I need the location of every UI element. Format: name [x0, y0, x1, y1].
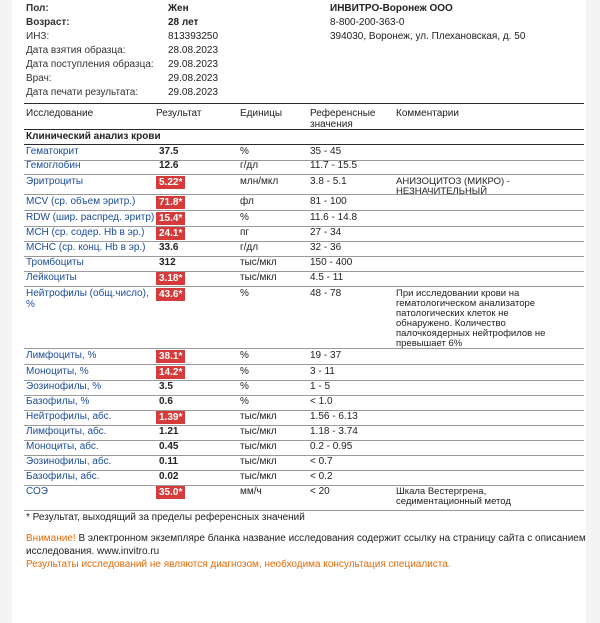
result-flagged: 14.2*	[156, 366, 185, 379]
unit: тыс/мкл	[240, 257, 277, 268]
reference-range: 32 - 36	[310, 242, 342, 253]
test-name: RDW (шир. распред. эритр)	[26, 212, 155, 223]
test-name: Эозинофилы, абс.	[26, 456, 112, 467]
comment-line: патологических клеток не	[396, 308, 509, 319]
col-header-unit: Единицы	[240, 108, 283, 119]
received-value: 29.08.2023	[168, 59, 219, 70]
attention-text: В электронном экземпляре бланка название исследования содержит ссылку на страницу сайта с описанием	[75, 533, 586, 544]
lab-name: ИНВИТРО-Воронеж ООО	[330, 3, 453, 14]
print-date-label: Дата печати результата:	[26, 87, 139, 98]
row-divider	[24, 271, 584, 272]
disclaimer: Результаты исследований не являются диагнозом, необходима консультация специалиста.	[26, 559, 451, 570]
test-name: Эозинофилы, %	[26, 381, 102, 392]
result-value: 312	[159, 257, 176, 268]
footnote: * Результат, выходящий за пределы референсных значений	[26, 512, 305, 523]
reference-range: 0.2 - 0.95	[310, 441, 353, 452]
reference-range: 1 - 5	[310, 381, 331, 392]
reference-range: 19 - 37	[310, 350, 342, 361]
unit: фл	[240, 196, 254, 207]
unit: тыс/мкл	[240, 471, 277, 482]
result-value: 37.5	[159, 146, 179, 157]
reference-range: 1.56 - 6.13	[310, 411, 358, 422]
row-divider	[24, 160, 584, 161]
result-value: 0.11	[159, 456, 178, 467]
reference-range: < 20	[310, 486, 330, 497]
col-header-result: Результат	[156, 108, 202, 119]
attention-text-2: исследования. www.invitro.ru	[26, 546, 160, 557]
test-name-cont: %	[26, 299, 35, 310]
reference-range: 81 - 100	[310, 196, 347, 207]
unit: %	[240, 288, 249, 299]
unit: млн/мкл	[240, 176, 279, 187]
sample-date-value: 28.08.2023	[168, 45, 219, 56]
row-divider	[24, 364, 584, 365]
unit: тыс/мкл	[240, 411, 277, 422]
unit: мм/ч	[240, 486, 262, 497]
test-name: Эритроциты	[26, 176, 84, 187]
col-header-comment: Комментарии	[396, 108, 459, 119]
unit: тыс/мкл	[240, 441, 277, 452]
age-label: Возраст:	[26, 17, 70, 28]
reference-range: < 1.0	[310, 396, 333, 407]
reference-range: 27 - 34	[310, 227, 342, 238]
result-value: 1.21	[159, 426, 179, 437]
comment-line: палочкоядерных нейтрофилов не	[396, 328, 546, 339]
reference-range: 1.18 - 3.74	[310, 426, 358, 437]
unit: %	[240, 381, 249, 392]
unit: пг	[240, 227, 250, 238]
age-value: 28 лет	[168, 17, 199, 28]
header-top-rule	[24, 103, 584, 104]
test-name: Лимфоциты, абс.	[26, 426, 107, 437]
print-date-value: 29.08.2023	[168, 87, 219, 98]
section-title: Клинический анализ крови	[26, 131, 161, 142]
row-divider	[24, 286, 584, 287]
reference-range: 3 - 11	[310, 366, 335, 377]
unit: г/дл	[240, 242, 259, 253]
row-divider	[24, 210, 584, 211]
row-divider	[24, 395, 584, 396]
lab-phone: 8-800-200-363-0	[330, 17, 405, 28]
reference-range: < 0.7	[310, 456, 333, 467]
row-divider	[24, 348, 584, 349]
lab-address: 394030, Воронеж, ул. Плехановская, д. 50	[330, 31, 526, 42]
row-divider	[24, 425, 584, 426]
comment-line: При исследовании крови на	[396, 288, 520, 299]
row-divider	[24, 194, 584, 195]
unit: тыс/мкл	[240, 456, 277, 467]
row-divider	[24, 256, 584, 257]
row-divider	[24, 470, 584, 471]
unit: %	[240, 350, 249, 361]
header-bottom-rule	[24, 129, 584, 130]
sex-label: Пол:	[26, 3, 49, 14]
result-flagged: 24.1*	[156, 227, 185, 240]
result-value: 0.6	[159, 396, 173, 407]
test-name: Нейтрофилы (общ.число),	[26, 288, 149, 299]
reference-range: 4.5 - 11	[310, 272, 344, 283]
test-name: Нейтрофилы, абс.	[26, 411, 112, 422]
reference-range: 48 - 78	[310, 288, 342, 299]
received-label: Дата поступления образца:	[26, 59, 154, 70]
test-name: Тромбоциты	[26, 257, 84, 268]
test-name: Моноциты, %	[26, 366, 89, 377]
unit: %	[240, 212, 249, 223]
attention-line	[26, 533, 586, 544]
result-value: 0.02	[159, 471, 179, 482]
result-flagged: 71.8*	[156, 196, 185, 209]
comment-line: Шкала Вестергрена,	[396, 486, 487, 497]
attention-label: Внимание!	[26, 533, 76, 544]
doctor-label: Врач:	[26, 73, 52, 84]
result-flagged: 5.22*	[156, 176, 185, 189]
result-value: 33.6	[159, 242, 179, 253]
reference-range: 11.7 - 15.5	[310, 160, 358, 171]
comment-line: НЕЗНАЧИТЕЛЬНЫЙ	[396, 186, 488, 197]
sex-value: Жен	[168, 3, 189, 14]
inz-label: ИНЗ:	[26, 31, 50, 42]
col-header-ref: Референсные значения	[310, 108, 376, 130]
col-header-test: Исследование	[26, 108, 94, 119]
row-divider	[24, 440, 584, 441]
comment-line: превышает 6%	[396, 338, 463, 349]
test-name: Моноциты, абс.	[26, 441, 99, 452]
result-flagged: 38.1*	[156, 350, 185, 363]
row-divider	[24, 174, 584, 175]
row-divider	[24, 485, 584, 486]
test-name: Базофилы, %	[26, 396, 90, 407]
result-flagged: 15.4*	[156, 212, 185, 225]
reference-range: 35 - 45	[310, 146, 342, 157]
sample-date-label: Дата взятия образца:	[26, 45, 126, 56]
reference-range: 150 - 400	[310, 257, 353, 268]
test-name: MCV (ср. объем эритр.)	[26, 196, 136, 207]
result-flagged: 43.6*	[156, 288, 185, 301]
comment-line: гематологическом анализаторе	[396, 298, 536, 309]
result-value: 3.5	[159, 381, 173, 392]
reference-range: 3.8 - 5.1	[310, 176, 347, 187]
section-rule	[24, 144, 584, 145]
unit: %	[240, 366, 249, 377]
test-name: СОЭ	[26, 486, 48, 497]
test-name: Гемоглобин	[26, 160, 81, 171]
test-name: MCH (ср. содер. Hb в эр.)	[26, 227, 145, 238]
unit: %	[240, 146, 249, 157]
reference-range: 11.6 - 14.8	[310, 212, 358, 223]
comment-line: АНИЗОЦИТОЗ (МИКРО) -	[396, 176, 510, 187]
unit: %	[240, 396, 249, 407]
inz-value: 813393250	[168, 31, 219, 42]
test-name: Базофилы, абс.	[26, 471, 100, 482]
unit: тыс/мкл	[240, 426, 277, 437]
result-flagged: 35.0*	[156, 486, 185, 499]
comment-line: обнаружено. Количество	[396, 318, 506, 329]
row-divider	[24, 510, 584, 511]
result-flagged: 3.18*	[156, 272, 185, 285]
result-flagged: 1.39*	[156, 411, 185, 424]
result-value: 0.45	[159, 441, 179, 452]
test-name: Лимфоциты, %	[26, 350, 97, 361]
reference-range: < 0.2	[310, 471, 333, 482]
unit: г/дл	[240, 160, 259, 171]
test-name: Лейкоциты	[26, 272, 77, 283]
doctor-value: 29.08.2023	[168, 73, 219, 84]
row-divider	[24, 380, 584, 381]
unit: тыс/мкл	[240, 272, 277, 283]
test-name: MCHC (ср. конц. Hb в эр.)	[26, 242, 146, 253]
comment-line: седиментационный метод	[396, 496, 511, 507]
test-name: Гематокрит	[26, 146, 79, 157]
result-value: 12.6	[159, 160, 179, 171]
